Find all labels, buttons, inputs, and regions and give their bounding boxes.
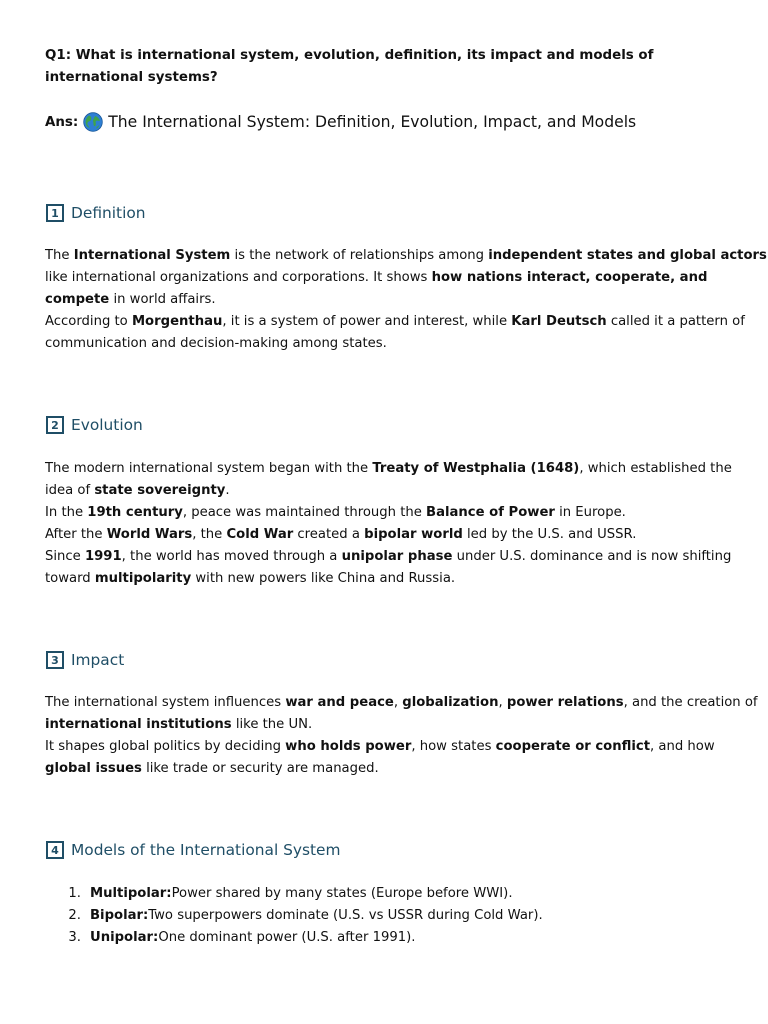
section-title: Evolution [71,416,143,434]
definition-paragraph: The International System is the network of relationships among independent states and global actors like international organizations and corporations. It shows how nations interact, cooperate, and compete in world affairs. According to Morgenthau, it is a system of power and interest, while Karl Deutsch called it a pattern of communication and decision-making among states. [45,248,767,351]
section-title: Impact [71,651,125,669]
globe-icon [83,112,103,132]
section-heading-models [46,841,341,859]
section-heading-definition [46,204,146,222]
section-heading-impact [46,651,124,669]
answer-title: The International System: Definition, Evolution, Impact, and Models [108,113,637,131]
number-2-icon: 2 [46,416,64,434]
question-text: Q1: What is international system, evolution, definition, its impact and models of international systems? [45,48,654,85]
section-title: Definition [71,204,146,222]
models-list [45,883,735,949]
list-item: 3. Unipolar: One dominant power (U.S. after 1991). [68,930,416,945]
number-4-icon: 4 [46,841,64,859]
impact-paragraph: The international system influences war and peace, globalization, power relations, and the creation of international institutions like the UN. It shapes global politics by deciding who holds power, how states cooperate or conflict, and how global issues like trade or security are managed. [45,695,758,776]
answer-label: Ans: [45,114,79,130]
number-3-icon: 3 [46,651,64,669]
answer-title-line [45,112,745,132]
section-title: Models of the International System [71,841,341,859]
list-item: 1. Multipolar: Power shared by many states (Europe before WWI). [68,886,513,901]
number-1-icon: 1 [46,204,64,222]
section-heading-evolution [46,416,143,434]
evolution-paragraph: The modern international system began with the Treaty of Westphalia (1648), which established the idea of state sovereignty. In the 19th century, peace was maintained through the Balance of Power in Europe. After the World Wars, the Cold War created a bipolar world led by the U.S. and USSR. Since 1991, the world has moved through a unipolar phase under U.S. dominance and is now shifting toward multipolarity with new powers like China and Russia. [45,461,732,586]
list-item: 2. Bipolar: Two superpowers dominate (U.S. vs USSR during Cold War). [68,908,543,923]
